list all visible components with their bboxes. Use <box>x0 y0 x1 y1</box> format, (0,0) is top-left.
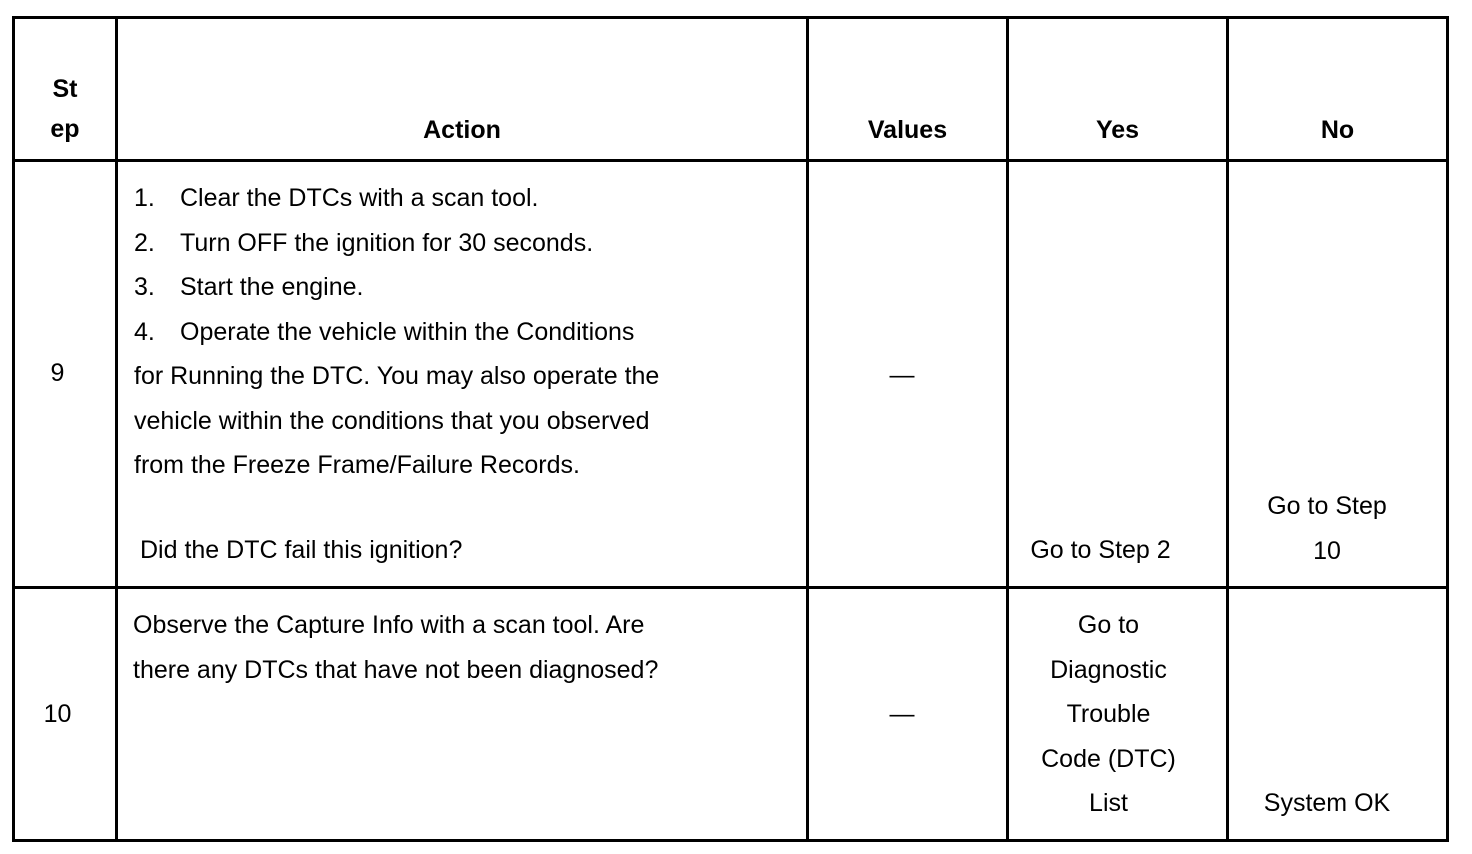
action-cell <box>133 603 803 692</box>
yes-link-line: Code (DTC) <box>1041 744 1176 773</box>
yes-link-line: Diagnostic <box>1050 655 1167 684</box>
values-dash: — <box>889 700 915 728</box>
list-item-number: 2. <box>134 228 155 257</box>
header-values: Values <box>867 116 948 144</box>
list-item <box>134 265 804 310</box>
list-item-number: 3. <box>134 273 155 301</box>
list-item-text: Operate the vehicle within the Conditions <box>180 317 635 346</box>
header-yes: Yes <box>1095 116 1140 144</box>
list-item-text: Turn OFF the ignition for 30 seconds. <box>180 228 594 257</box>
step-number: 10 <box>43 700 72 728</box>
action-question: Did the DTC fail this ignition? <box>140 536 463 564</box>
header-no: No <box>1320 116 1355 144</box>
list-item-text: Start the engine. <box>180 273 364 301</box>
yes-link[interactable]: Go to Step 2 <box>1030 536 1171 564</box>
values-dash: — <box>889 361 915 389</box>
no-result: System OK <box>1263 789 1391 817</box>
no-link[interactable] <box>1229 484 1425 573</box>
step-number: 9 <box>50 359 65 387</box>
action-continuation-line: for Running the DTC. You may also operate the <box>134 362 660 390</box>
list-item <box>134 221 804 266</box>
no-link-line1: Go to Step <box>1267 492 1387 520</box>
yes-link-line: Trouble <box>1066 700 1151 728</box>
header-step-line1: St <box>52 75 78 103</box>
list-item-text: Clear the DTCs with a scan tool. <box>180 184 539 212</box>
no-link-line2: 10 <box>1313 536 1341 565</box>
yes-link[interactable] <box>1009 603 1208 826</box>
action-line: there any DTCs that have not been diagnosed? <box>133 655 659 684</box>
action-continuation-line: vehicle within the conditions that you observed <box>134 406 650 435</box>
list-item-number: 4. <box>134 317 155 346</box>
header-action: Action <box>423 116 501 144</box>
action-line: Observe the Capture Info with a scan tool. Are <box>133 611 645 639</box>
action-cell <box>134 176 804 488</box>
action-continuation-line: from the Freeze Frame/Failure Records. <box>134 451 580 479</box>
yes-link-line: Go to <box>1077 611 1140 639</box>
list-item <box>134 176 804 221</box>
header-step-line2: ep <box>50 115 80 143</box>
header-step <box>15 69 115 149</box>
list-item-number: 1. <box>134 184 155 212</box>
yes-link-line: List <box>1089 789 1128 817</box>
list-item <box>134 310 804 355</box>
